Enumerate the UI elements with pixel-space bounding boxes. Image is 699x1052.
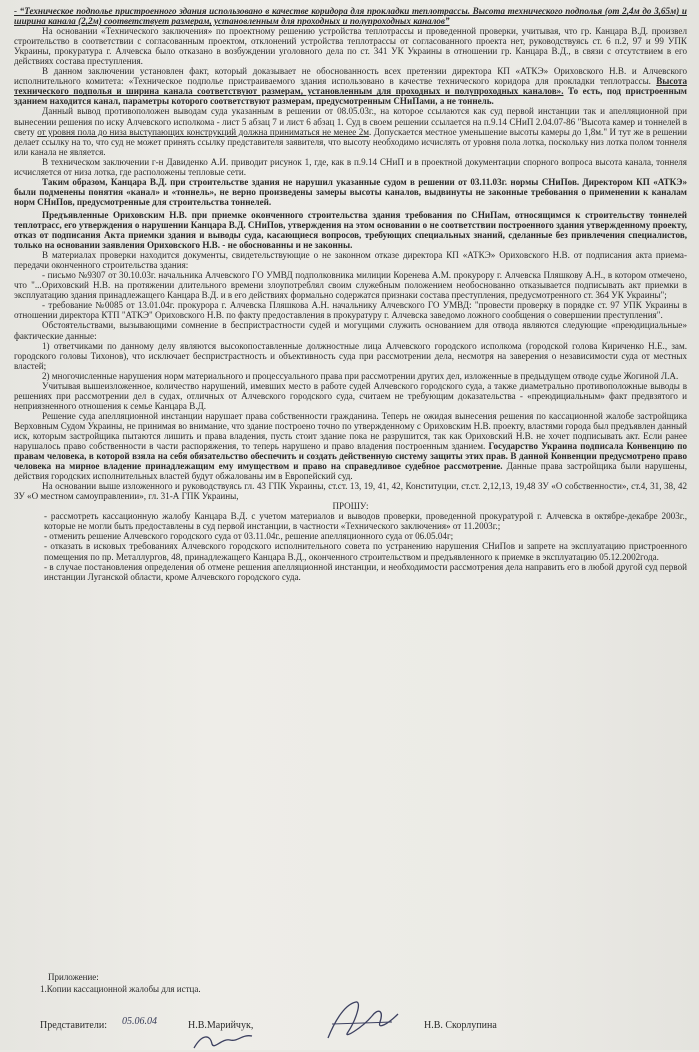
signature-row (40, 1016, 680, 1050)
list-item-letter: - письмо №9307 от 30.10.03г. начальника Алчевского ГО УМВД подполковника милиции Коренева А.М. прокурору г. Алчевска Пляшкову А.Н., в котором отмечено, что "...Ориховский Н.В. на протяжении длительного времени злоупотреблял своим служебным положением необоснованно отказывается подписывать акт приемки в эксплуатацию здания принадлежащего Канцара В.Д. и в его действиях формально содержатся признаки состава преступления, предусмотренного ст. 364 УК Украины"; (14, 270, 687, 301)
appendix-item: 1.Копии кассационной жалобы для истца. (40, 984, 201, 994)
representatives-label: Представители: (40, 1020, 107, 1031)
paragraph-1: На основании «Технического заключения» по проектному решению устройства теплотрассы и проведенной проверки, учитывая, что гр. Канцара В.Д. произвел строительство в соответствии с согласованным проектом, отклонений устройства теплотрассы от согласованного проекта нет, руководствуясь ст. 6 п.2, 97 и 99 УПК Украины, прокуратура г. Алчевска было отказано в возбуждении уголовного дела по ст. 341 УК Украины в отношении гр. Канцара В.Д., в связи с отсутствием в его действиях состава преступления. (14, 26, 687, 67)
header-quote: - “Техническое подполье пристроенного здания использовано в качестве коридора для прокладки теплотрассы. Высота технического подполья (от 2,4м до 3,65м) и ширина канала (2,2м) соответствует размерам, установленным для проходных и полупроходных каналов” (14, 6, 687, 27)
paragraph-10: Обстоятельствами, вызывающими сомнение в беспристрастности судей и могущими служить основанием для отвода являются следующие «преюдициальные» фактические данные: (14, 320, 687, 341)
representative-1: Н.В.Марийчук, (188, 1020, 254, 1031)
paragraph-2: В данном заключении установлен факт, который доказывает не обоснованность всех претензии директора КП «АТКЭ» Ориховского Н.В. и Алчевского исполнительного комитета: «Техническое подполье пристраиваемого здания использовано в качестве технического коридора для прокладки теплотрассы. Высота технического подполья и ширина канала соответствуют размерам, установленным для проходных и полупроходных каналов». То есть, под пристроенным зданием находится канал, параметры которого соответствуют размерам, предусмотренным СНиПами, а не тоннель. (14, 66, 687, 107)
paragraph-5: Таким образом, Канцара В.Д. при строительстве здания не нарушил указанные судом в решении от 03.11.03г. нормы СНиПов. Директором КП «АТКЭ» были подменены понятия «канал» и «тоннель», не верно произведены замеры высоты каналов, выдвинуты не законные требования о применении к каналам норм СНиПов, предусмотренные для строительства тоннелей. (14, 176, 687, 207)
paragraph-3: Данный вывод противоположен выводам суда указанным в решении от 08.05.03г., на которое ссылаются как суд первой инстанции так и апелляционной при вынесении решения по иску Алчевского исполкома - лист 5 абзац 7 и лист 6 абзац 1. Суд в своем решении ссылается на п.9.14 СНиП 2.04.07-86 "Высота камер и тоннелей в свету от уровня пола до низа выступающих конструкций должна приниматься не менее 2м. Допускается местное уменьшение высоты камеры до 1,8м." И тут же в решении делает ссылку на то, что суд не может принять ссылку представителя заявителя, что высоту необходимо исчислять от уровня пола лотка, поскольку низ лотка полом тоннеля или канала не является. (14, 106, 687, 157)
signature-1-icon (190, 1030, 260, 1052)
paragraph-6: Предъявленные Ориховским Н.В. при приемке оконченного строительства здания требования по СНиПам, относящимся к строительству тоннелей теплотрасс, его утверждения о нарушении Канцара В.Д. СНиПов, утверждения на этом основании о не соответствии построенного здания утвержденному проекту, отказ от подписания Акта приемки здания и выводы суда, касающиеся вопросов, требующих специальных знаний, сделанные без привлечения специалистов, только на основании заявления Ориховского Н.В. - не обоснованны и не законны. (14, 209, 687, 251)
document-footer (40, 972, 680, 1031)
handwritten-date: 05.06.04 (122, 1016, 157, 1027)
paragraph-7: В материалах проверки находится документы, свидетельствующие о не законном отказе директора КП «АТКЭ» Ориховского Н.В. от подписания акта приема-передачи оконченного строительства здания: (14, 250, 687, 271)
request-item-2: - отменить решение Алчевского городского суда от 03.11.04г., решение апелляционного суда от 06.05.04г; (44, 531, 454, 542)
request-heading: ПРОШУ: (332, 501, 369, 512)
request-item-3: - отказать в исковых требованиях Алчевского городского исполнительного совета по устранению нарушения СНиПов и запрете на эксплуатацию пристроенного помещения по пр. Металлургов, 48, принадлежащего Канцара В.Д., оконченного строительством и предъявленного к приемке в эксплуатацию 05.12.2002года. (44, 541, 687, 562)
document-body (14, 6, 687, 582)
signature-2-icon (322, 998, 402, 1044)
request-item-4: - в случае постановления определения об отмене решения апелляционной инстанции, и необходимости рассмотрения дела направить его в любой другой суд первой инстанции Луганской области, кроме Алчевского городского суда. (44, 561, 687, 582)
appendix-label: Приложение: (48, 972, 99, 982)
list-item-1: 1) ответчиками по данному делу являются высокопоставленные должностные лица Алчевского городского исполкома (городской голова Кириченко Н.Е., зам. городского головы Тихонов), что исключает беспристрастность и объективность суда при рассмотрении дела, несмотря на заверения о независимости суда от местных властей; (14, 340, 687, 371)
request-item-1: - рассмотреть кассационную жалобу Канцара В.Д. с учетом материалов и выводов проверки, проведенной прокуратурой г. Алчевска в октябре-декабре 2003г., которые не могли быть предоставлены в суд первой инстанции, в частности «Технического заключения» от 11.2003г.; (44, 511, 687, 532)
paragraph-4: В техническом заключении г-н Давиденко А.И. приводит рисунок 1, где, как в п.9.14 СНиП и в проектной документации спорного вопроса высота канала, тоннеля исчисляется от низа лотка, где расположены тепловые сети. (14, 156, 687, 177)
paragraph-14: Решение суда апелляционной инстанции нарушает права собственности гражданина. Теперь не ожидая вынесения решения по кассационной жалобе застройщика Верховным Судом Украины, не принимая во внимание, что здание построено точно по утвержденному с Ориховским Н.В. проекту, властями города был предъявлен данный иск, которым застройщика пытаются лишить и права владения, пусть стоит здание пока не разрушится, так как Ориховский Н.В. не хочет подписывать акт. Если ранее нарушалось право собственности в части распоряжения, то теперь нарушено и право владения построенным зданием. Государство Украина подписала Конвенцию по правам человека, в которой взяла на себя обязательство обеспечить и создать действенную систему защиты этих прав. В данной Конвенции предусмотрено право человека на мирное владение принадлежащим ему имуществом и право на справедливое судебное рассмотрение. Данные права застройщика были нарушены, действия городских исполнительных властей будут обжалованы им в Европейский суд. (14, 410, 687, 482)
paragraph-15: На основании выше изложенного и руководствуясь гл. 43 ГПК Украины, ст.ст. 13, 19, 41, 42, Конституции, ст.ст. 2,12,13, 19,48 ЗУ «О собственности», ст.4, 31, 38, 42 ЗУ «О местном самоуправлении», гл. 31-А ГПК Украины, (14, 481, 687, 502)
list-item-requirement: - требование №0085 от 13.01.04г. прокурора г. Алчевска Пляшкова А.Н. начальнику Алчевского ГО УМВД: "провести проверку в порядке ст. 97 УПК Украины в отношении директора КТП "АТКЭ" Ориховского Н.В. по факту предоставления в прокуратуру г. Алчевска заведомо ложного сообщения о совершении преступления". (14, 300, 687, 321)
paragraph-13: Учитывая вышеизложенное, количество нарушений, имевших место в работе судей Алчевского городского суда, а также диаметрально противоположные выводы в решениях при рассмотрении дел в судах, отличных от Алчевского городского суда, считаем не требующим доказательства - «преюдициальным» факт предвзятого и неприязненного отношения к семье Канцара В.Д. (14, 380, 687, 411)
representative-2: Н.В. Скорлупина (424, 1020, 497, 1031)
list-item-2: 2) многочисленные нарушения норм материального и процессуального права при рассмотрении других дел, изложенные в предыдущем отводе судье Жогиной Л.А. (42, 370, 679, 381)
